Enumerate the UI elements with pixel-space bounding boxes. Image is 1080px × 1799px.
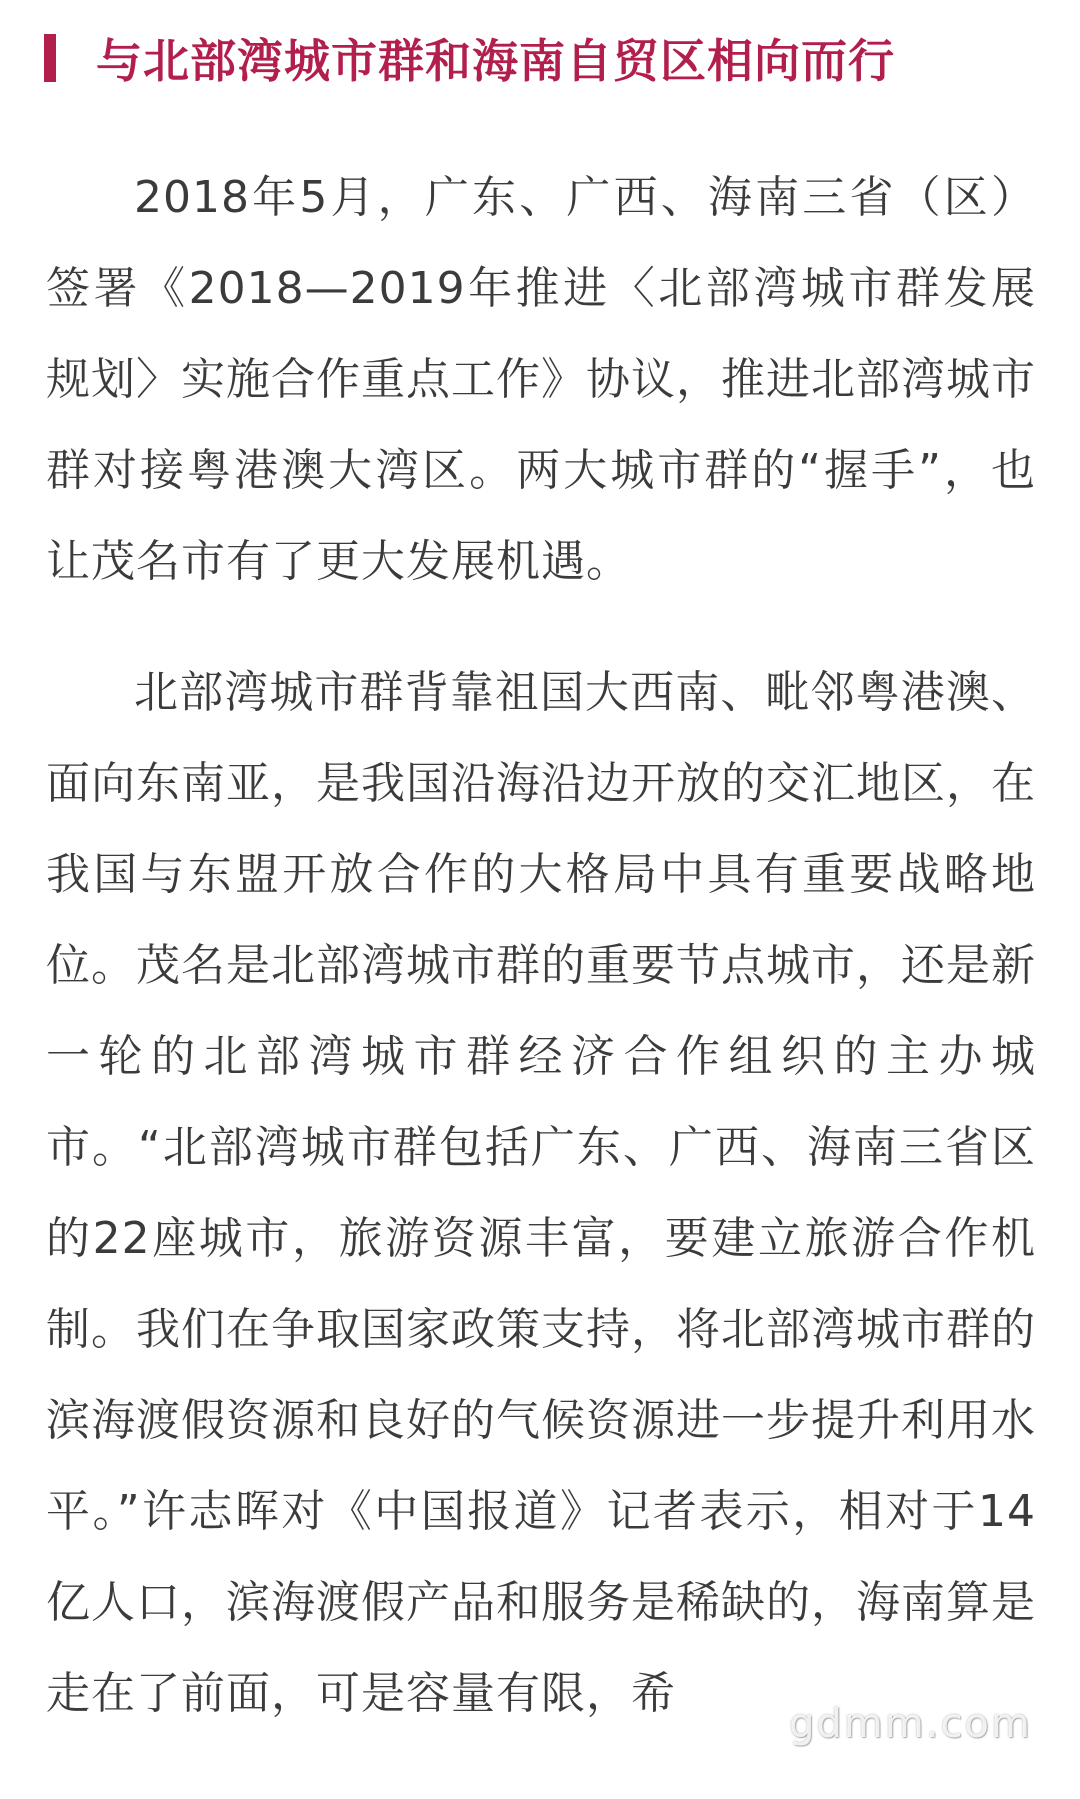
watermark-text: gdmm.com [789, 1701, 1032, 1747]
article-paragraph-2: 北部湾城市群背靠祖国大西南、毗邻粤港澳、面向东南亚，是我国沿海沿边开放的交汇地区，在我国与东盟开放合作的大格局中具有重要战略地位。茂名是北部湾城市群的重要节点城市，还是新一轮的北部湾城市群经济合作组织的主办城市。“北部湾城市群包括广东、广西、海南三省区的22座城市，旅游资源丰富，要建立旅游合作机制。我们在争取国家政策支持，将北部湾城市群的滨海渡假资源和良好的气候资源进一步提升利用水平。”许志晖对《中国报道》记者表示，相对于14亿人口，滨海渡假产品和服务是稀缺的，海南算是走在了前面，可是容量有限，希 [46, 667, 1036, 1719]
article-body [46, 152, 1036, 1779]
section-accent-bar [44, 34, 56, 82]
article-paragraph-1: 2018年5月，广东、广西、海南三省（区）签署《2018—2019年推进〈北部湾城市群发展规划〉实施合作重点工作》协议，推进北部湾城市群对接粤港澳大湾区。两大城市群的“握手”，也让茂名市有了更大发展机遇。 [46, 172, 1036, 587]
section-title: 与北部湾城市群和海南自贸区相向而行 [96, 34, 895, 88]
section-header [44, 28, 895, 88]
